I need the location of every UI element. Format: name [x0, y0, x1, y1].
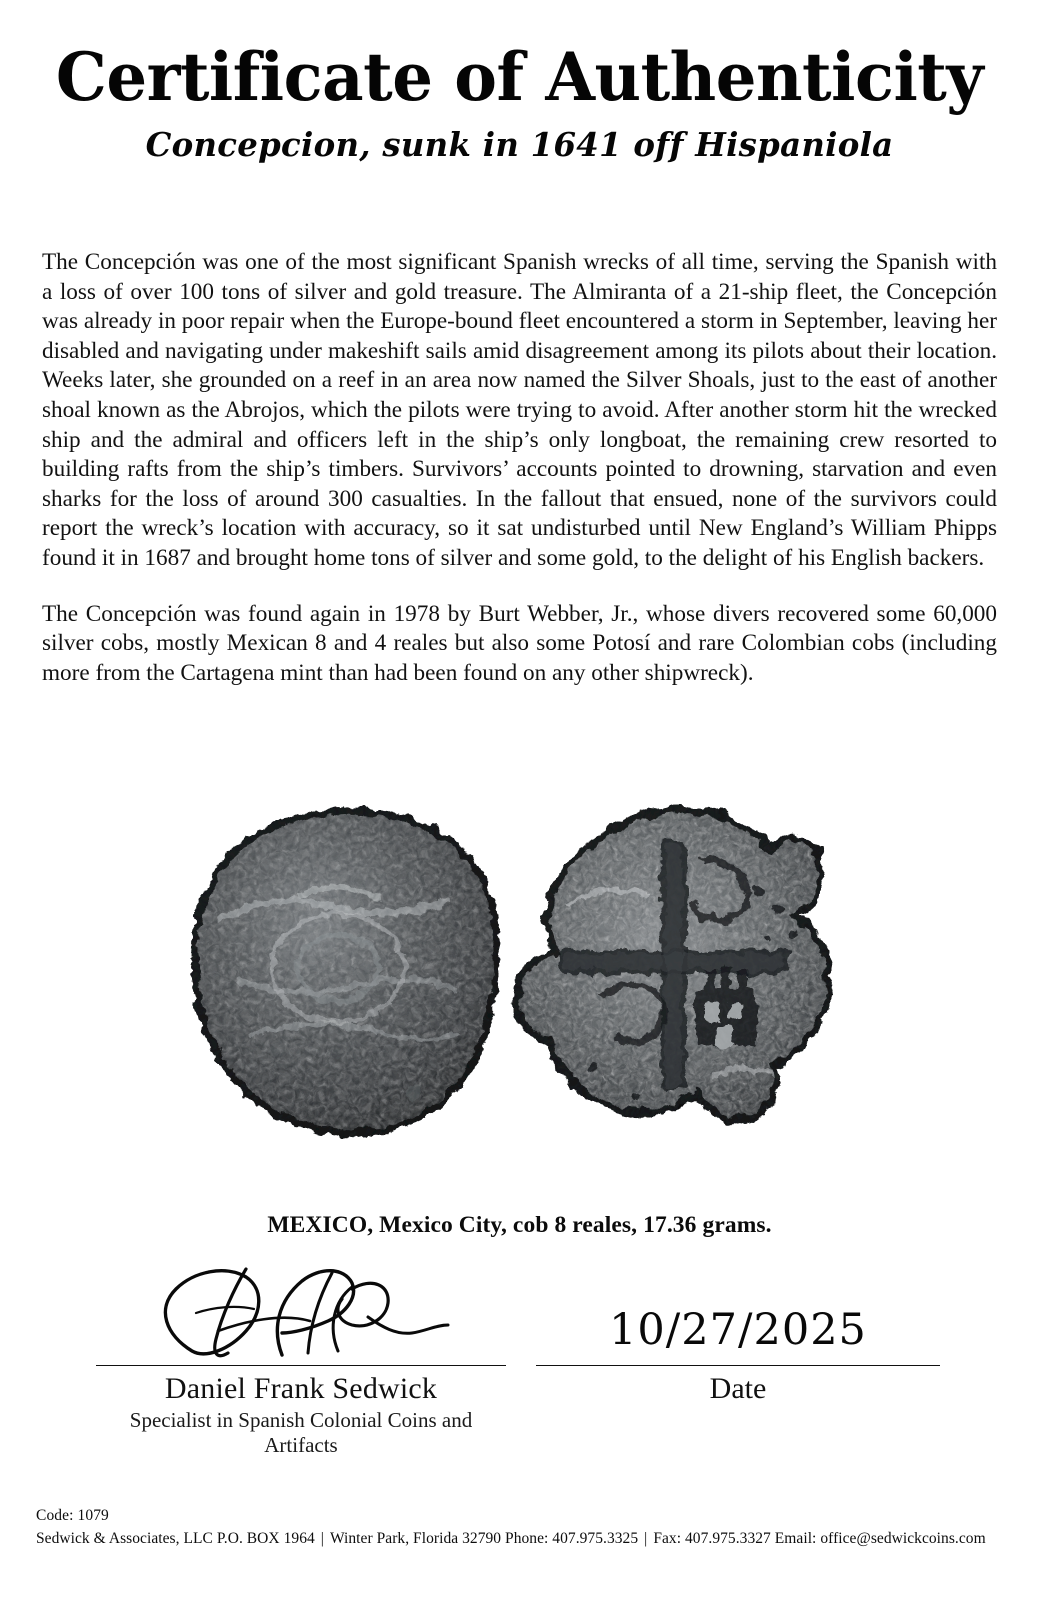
footer [36, 1505, 1011, 1551]
signatory-role: Specialist in Spanish Colonial Coins and Artifacts [129, 1408, 473, 1457]
paragraph-recovery: The Concepción was found again in 1978 by Burt Webber, Jr., whose divers recovered some 60,000 silver cobs, mostly Mexican 8 and 4 reales but also some Potosí and rare Colombian cobs (including more from the Cartagena mint than had been found on any other shipwreck). [42, 600, 997, 686]
footer-code: Code: 1079 [36, 1507, 109, 1524]
coin-reverse-image [505, 800, 845, 1145]
footer-company: Sedwick & Associates, LLC P.O. BOX 1964 [36, 1530, 315, 1547]
footer-fax-email: Fax: 407.975.3327 Email: office@sedwickcoins.com [653, 1530, 986, 1547]
footer-separator-2: | [644, 1530, 648, 1547]
coin-caption: MEXICO, Mexico City, cob 8 reales, 17.36 grams. [267, 1212, 772, 1238]
date-column [536, 1255, 940, 1406]
date-value: 10/27/2025 [609, 1305, 867, 1355]
footer-address: Winter Park, Florida 32790 Phone: 407.975.3325 [329, 1530, 639, 1547]
coin-obverse-image [178, 800, 508, 1145]
body-text-block [42, 248, 997, 688]
date-label: Date [709, 1372, 767, 1405]
date-rule [536, 1365, 940, 1366]
signatory-name: Daniel Frank Sedwick [164, 1372, 438, 1405]
signature-and-date-block [0, 1255, 1039, 1485]
handwritten-signature-icon [96, 1255, 506, 1365]
footer-separator-1: | [320, 1530, 324, 1547]
footer-contact [36, 1527, 1011, 1551]
certificate-header [0, 0, 1039, 164]
coin-photograph-group [0, 800, 1039, 1170]
page-title: Certificate of Authenticity [55, 38, 984, 116]
signature-column [96, 1255, 506, 1458]
page-subtitle: Concepcion, sunk in 1641 off Hispaniola [145, 125, 894, 165]
paragraph-history: The Concepción was one of the most significant Spanish wrecks of all time, serving the Spanish with a loss of over 100 tons of silver and gold treasure. The Almiranta of a 21-ship fleet, the Concepción was already in poor repair when the Europe-bound fleet encountered a storm in September, leaving her disabled and navigating under makeshift sails amid disagreement among its pilots about their location. Weeks later, she grounded on a reef in an area now named the Silver Shoals, just to the east of another shoal known as the Abrojos, which the pilots were trying to avoid. After another storm hit the wrecked ship and the admiral and officers left in the ship’s only longboat, the remaining crew resorted to building rafts from the ship’s timbers. Survivors’ accounts pointed to drowning, starvation and even sharks for the loss of around 300 casualties. In the fallout that ensued, none of the survivors could report the wreck’s location with accuracy, so it sat undisturbed until New England’s William Phipps found it in 1687 and brought home tons of silver and some gold, to the delight of his English backers. [42, 249, 997, 571]
